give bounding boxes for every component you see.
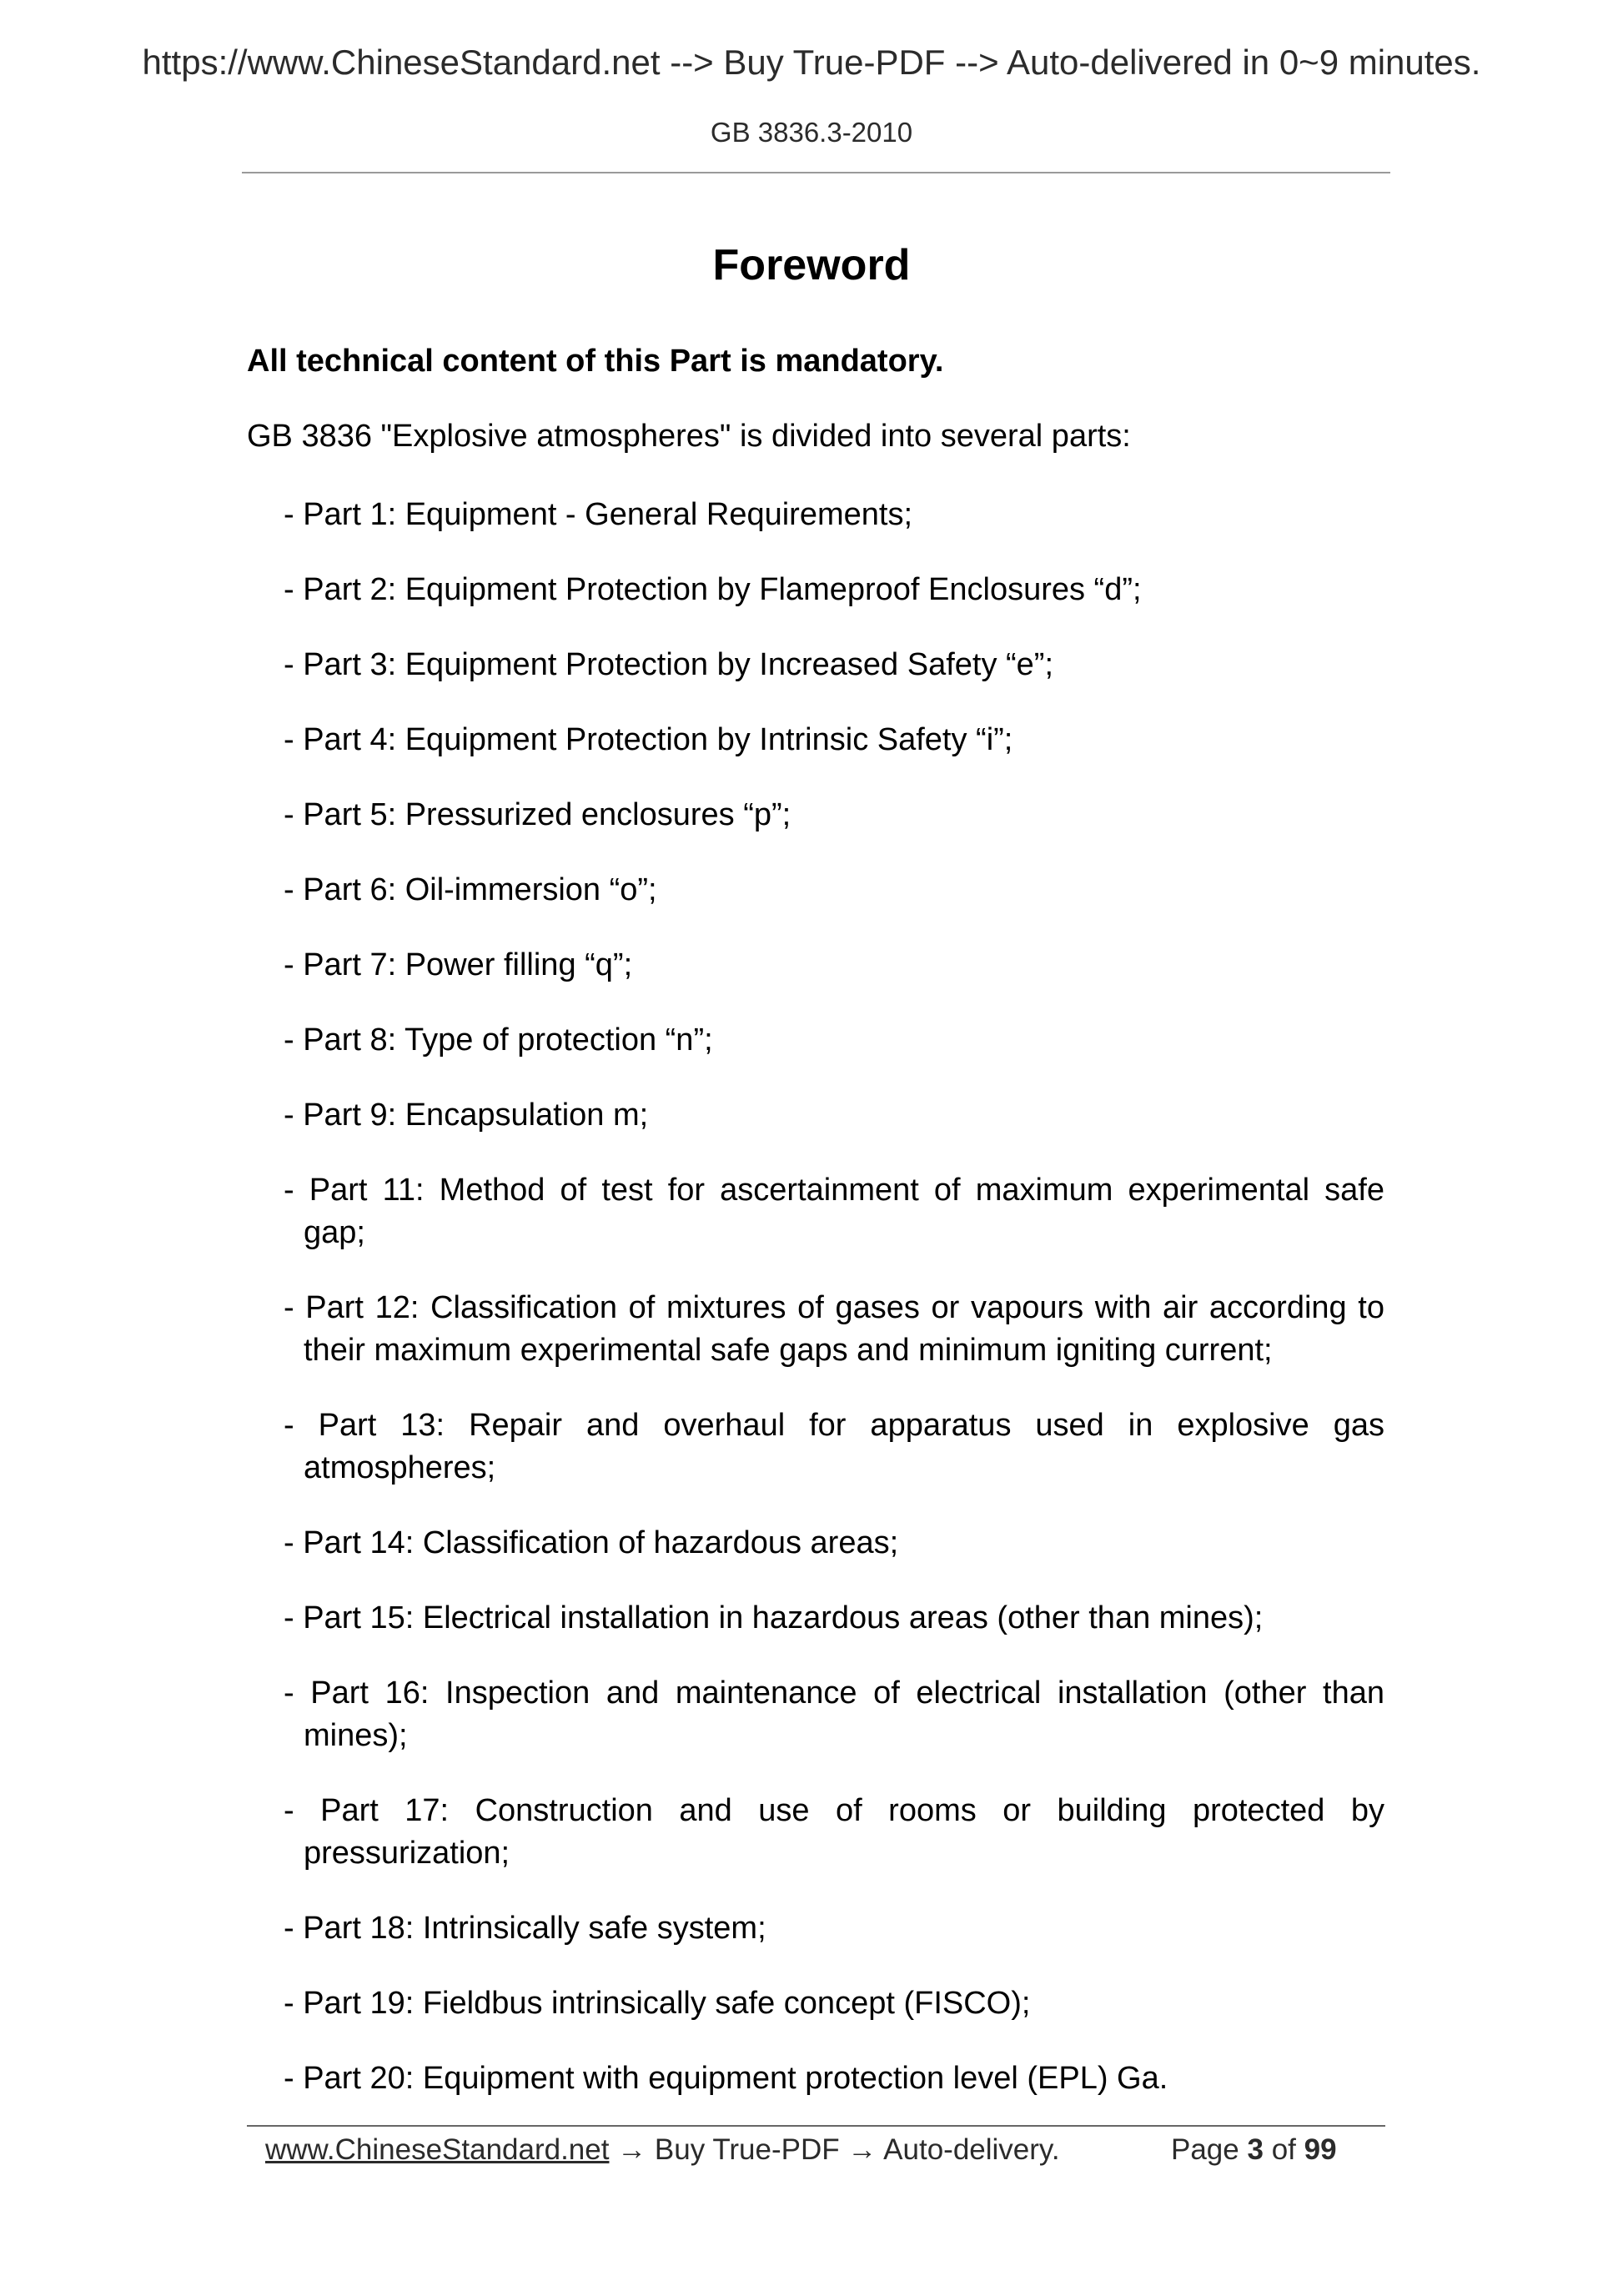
list-item: - Part 16: Inspection and maintenance of electrical installation (other than mines); (284, 1676, 1384, 1753)
list-item: - Part 14: Classification of hazardous areas; (284, 1525, 899, 1560)
page-total: 99 (1304, 2133, 1337, 2166)
list-item: - Part 18: Intrinsically safe system; (284, 1911, 766, 1946)
footer-promo (265, 2133, 1060, 2167)
list-item: - Part 8: Type of protection “n”; (284, 1022, 713, 1058)
parts-list (284, 494, 1384, 2133)
list-item: - Part 1: Equipment - General Requirements; (284, 497, 913, 532)
page-title: Foreword (712, 241, 911, 289)
of-label: of (1271, 2133, 1296, 2166)
intro-paragraph: GB 3836 "Explosive atmospheres" is divided into several parts: (247, 419, 1131, 454)
list-item: - Part 13: Repair and overhaul for apparatus used in explosive gas atmospheres; (284, 1408, 1384, 1485)
mandatory-statement: All technical content of this Part is mandatory. (247, 344, 944, 379)
list-item: - Part 19: Fieldbus intrinsically safe concept (FISCO); (284, 1986, 1031, 2021)
list-item: - Part 4: Equipment Protection by Intrinsic Safety “i”; (284, 722, 1013, 757)
footer-promo-text: → Buy True-PDF → Auto-delivery. (609, 2133, 1060, 2166)
footer-divider (247, 2125, 1385, 2127)
list-item: - Part 17: Construction and use of rooms or building protected by pressurization; (284, 1793, 1384, 1871)
list-item: - Part 9: Encapsulation m; (284, 1098, 649, 1133)
list-item: - Part 3: Equipment Protection by Increased Safety “e”; (284, 647, 1054, 682)
page-number: 3 (1247, 2133, 1264, 2166)
list-item: - Part 6: Oil-immersion “o”; (284, 872, 657, 907)
top-banner: https://www.ChineseStandard.net --> Buy True-PDF --> Auto-delivered in 0~9 minutes. (142, 43, 1481, 82)
list-item: - Part 20: Equipment with equipment protection level (EPL) Ga. (284, 2061, 1168, 2096)
page-label: Page (1171, 2133, 1239, 2166)
page-indicator (1171, 2133, 1337, 2167)
list-item: - Part 11: Method of test for ascertainment of maximum experimental safe gap; (284, 1173, 1384, 1250)
list-item: - Part 5: Pressurized enclosures “p”; (284, 797, 791, 832)
list-item: - Part 7: Power filling “q”; (284, 947, 633, 982)
header-divider (242, 172, 1390, 173)
list-item: - Part 12: Classification of mixtures of gases or vapours with air according to their maximum experimental safe gaps and minimum igniting current; (284, 1290, 1384, 1368)
footer-site-link[interactable]: www.ChineseStandard.net (265, 2133, 610, 2166)
list-item: - Part 2: Equipment Protection by Flameproof Enclosures “d”; (284, 572, 1142, 607)
list-item: - Part 15: Electrical installation in hazardous areas (other than mines); (284, 1600, 1264, 1635)
standard-code: GB 3836.3-2010 (710, 117, 913, 148)
